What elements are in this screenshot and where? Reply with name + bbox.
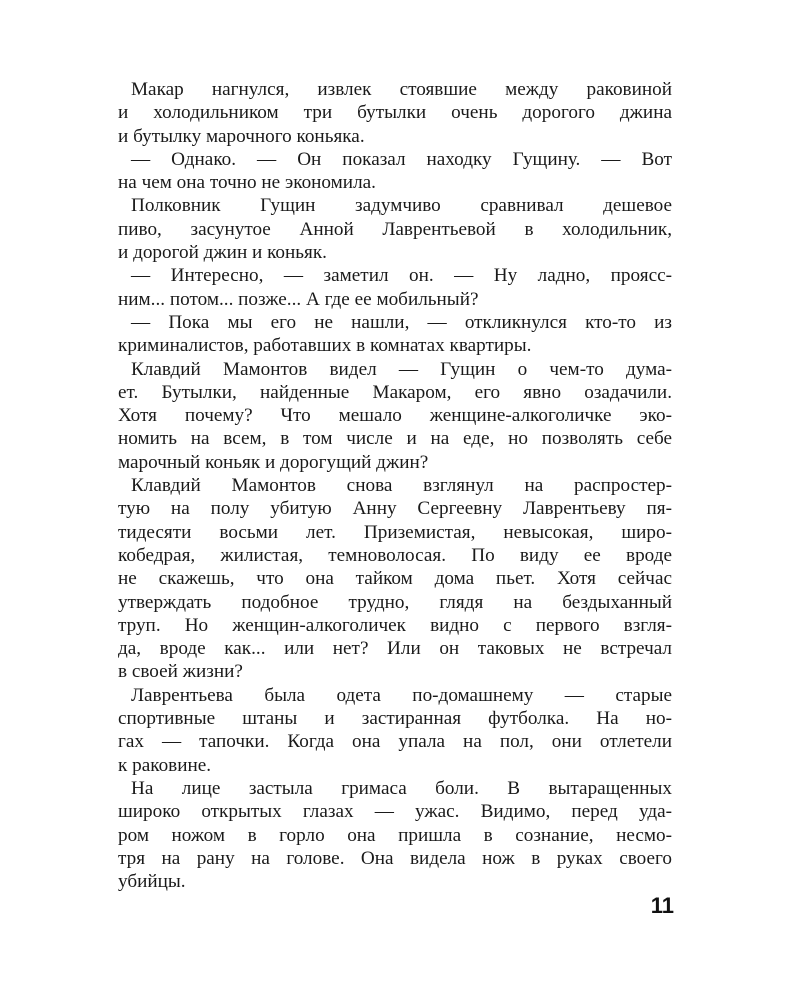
text-line: и дорогой джин и коньяк. bbox=[118, 242, 327, 264]
text-line: широко открытых глазах — ужас. Видимо, перед уда- bbox=[118, 801, 672, 823]
paragraph-1 bbox=[118, 78, 672, 148]
text-line: в своей жизни? bbox=[118, 661, 243, 683]
text-line: Клавдий Мамонтов видел — Гущин о чем-то дума- bbox=[131, 358, 672, 380]
text-line: к раковине. bbox=[118, 754, 212, 776]
text-line: номить на всем, в том числе и на еде, но позволять себе bbox=[118, 428, 672, 450]
text-line: — Однако. — Он показал находку Гущину. — Вот bbox=[131, 148, 672, 170]
text-line: тидесяти восьми лет. Приземистая, невысокая, широ- bbox=[118, 521, 672, 543]
paragraph-7 bbox=[118, 474, 672, 684]
body-text bbox=[118, 78, 672, 893]
text-line: На лице застыла гримаса боли. В вытаращенных bbox=[131, 777, 672, 799]
page-number: 11 bbox=[650, 893, 674, 918]
text-line: Полковник Гущин задумчиво сравнивал дешевое bbox=[131, 195, 672, 217]
text-line: спортивные штаны и застиранная футболка. На но- bbox=[118, 708, 672, 730]
paragraph-8 bbox=[118, 684, 672, 777]
text-line: убийцы. bbox=[118, 871, 186, 893]
text-line: да, вроде как... или нет? Или он таковых не встречал bbox=[118, 638, 672, 660]
paragraph-4 bbox=[118, 264, 672, 311]
text-line: марочный коньяк и дорогущий джин? bbox=[118, 451, 429, 473]
text-line: на чем она точно не экономила. bbox=[118, 172, 376, 194]
text-line: и бутылку марочного коньяка. bbox=[118, 125, 365, 147]
text-line: Лаврентьева была одета по-домашнему — старые bbox=[131, 684, 672, 706]
text-line: ним... потом... позже... А где ее мобильный? bbox=[118, 288, 479, 310]
text-line: Хотя почему? Что мешало женщине-алкоголичке эко- bbox=[118, 405, 672, 427]
paragraph-2 bbox=[118, 148, 672, 195]
paragraph-3 bbox=[118, 194, 672, 264]
text-line: труп. Но женщин-алкоголичек видно с первого взгля- bbox=[118, 614, 672, 636]
text-line: Макар нагнулся, извлек стоявшие между раковиной bbox=[131, 79, 672, 100]
text-line: не скажешь, что она тайком дома пьет. Хотя сейчас bbox=[118, 568, 672, 590]
text-line: Клавдий Мамонтов снова взглянул на распростер- bbox=[131, 475, 672, 497]
text-line: пиво, засунутое Анной Лаврентьевой в холодильник, bbox=[118, 218, 672, 240]
text-line: — Интересно, — заметил он. — Ну ладно, проясс- bbox=[131, 265, 672, 287]
text-line: криминалистов, работавших в комнатах квартиры. bbox=[118, 335, 532, 357]
text-line: ром ножом в горло она пришла в сознание, несмо- bbox=[118, 824, 672, 846]
text-line: тря на рану на голове. Она видела нож в руках своего bbox=[118, 847, 672, 869]
paragraph-6 bbox=[118, 358, 672, 474]
text-line: гах — тапочки. Когда она упала на пол, они отлетели bbox=[118, 731, 672, 753]
text-line: — Пока мы его не нашли, — откликнулся кто-то из bbox=[131, 311, 672, 333]
text-line: утверждать подобное трудно, глядя на бездыханный bbox=[118, 591, 672, 613]
paragraph-9 bbox=[118, 777, 672, 893]
text-line: тую на полу убитую Анну Сергеевну Лаврентьеву пя- bbox=[118, 498, 672, 520]
text-line: ет. Бутылки, найденные Макаром, его явно озадачили. bbox=[118, 381, 672, 403]
paragraph-5 bbox=[118, 311, 672, 358]
text-line: кобедрая, жилистая, темноволосая. По виду ее вроде bbox=[118, 544, 672, 566]
text-line: и холодильником три бутылки очень дорогого джина bbox=[118, 102, 672, 124]
